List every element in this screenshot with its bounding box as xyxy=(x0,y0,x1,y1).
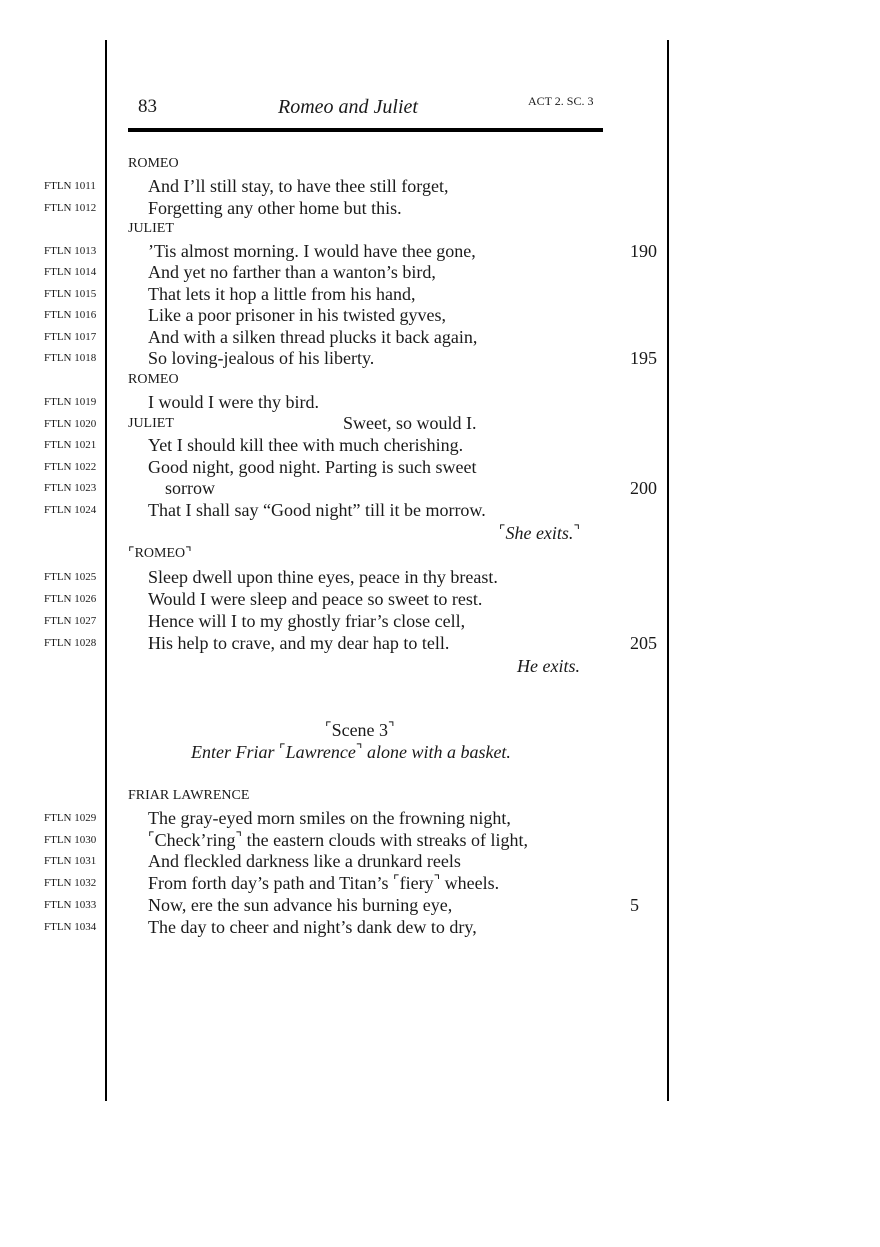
verse-line: And I’ll still stay, to have thee still forget, xyxy=(148,176,449,196)
ftln-label: FTLN 1022 xyxy=(44,461,97,473)
bracket-close: ⌝ xyxy=(388,721,395,736)
stage-direction-text: She exits. xyxy=(505,523,574,543)
verse-line: ’Tis almost morning. I would have thee gone, xyxy=(148,241,476,261)
verse-line: That lets it hop a little from his hand, xyxy=(148,284,416,304)
ftln-label: FTLN 1014 xyxy=(44,266,97,278)
verse-line: So loving-jealous of his liberty. xyxy=(148,348,375,368)
ftln-label: FTLN 1029 xyxy=(44,812,97,824)
verse-line: The day to cheer and night’s dank dew to dry, xyxy=(148,917,477,937)
ftln-label: FTLN 1026 xyxy=(44,593,97,605)
ftln-label: FTLN 1016 xyxy=(44,309,97,321)
verse-text: the eastern clouds with streaks of light, xyxy=(242,830,529,850)
verse-line: That I shall say “Good night” till it be morrow. xyxy=(148,500,486,520)
verse-line: Sleep dwell upon thine eyes, peace in thy breast. xyxy=(148,567,498,587)
verse-line: Now, ere the sun advance his burning eye, xyxy=(148,895,453,915)
ftln-label: FTLN 1027 xyxy=(44,615,97,627)
ftln-label: FTLN 1028 xyxy=(44,637,97,649)
line-number: 5 xyxy=(630,895,639,915)
speaker-name: ROMEO xyxy=(134,546,186,561)
speaker-juliet: JULIET xyxy=(128,221,174,236)
act-scene-label: ACT 2. SC. 3 xyxy=(528,94,594,108)
bracket-open: ⌜ xyxy=(128,546,135,561)
ftln-label: FTLN 1032 xyxy=(44,877,97,889)
header-rule xyxy=(128,128,603,132)
left-margin-rule xyxy=(105,40,107,1101)
entry-name: Lawrence xyxy=(285,742,356,762)
ftln-label: FTLN 1025 xyxy=(44,571,97,583)
bracket-close: ⌝ xyxy=(355,743,363,758)
verse-line: And yet no farther than a wanton’s bird, xyxy=(148,262,436,282)
ftln-label: FTLN 1031 xyxy=(44,855,97,867)
line-number: 200 xyxy=(630,478,657,498)
ftln-label: FTLN 1015 xyxy=(44,288,97,300)
entry-text: Enter Friar xyxy=(191,742,279,762)
line-number: 205 xyxy=(630,633,657,653)
ftln-label: FTLN 1033 xyxy=(44,899,97,911)
entry-stage-direction xyxy=(191,741,511,766)
verse-text: From forth day’s path and Titan’s xyxy=(148,873,394,893)
speaker-romeo: ROMEO xyxy=(128,372,179,387)
verse-line: The gray-eyed morn smiles on the frowning night, xyxy=(148,808,511,828)
bracket-close: ⌝ xyxy=(433,874,441,889)
bracket-open: ⌜ xyxy=(498,524,506,539)
play-title: Romeo and Juliet xyxy=(278,96,418,118)
stage-direction-she-exits xyxy=(499,522,580,547)
ftln-label: FTLN 1024 xyxy=(44,504,97,516)
verse-line: I would I were thy bird. xyxy=(148,392,319,412)
ftln-label: FTLN 1021 xyxy=(44,439,97,451)
ftln-label: FTLN 1023 xyxy=(44,482,97,494)
verse-line: Hence will I to my ghostly friar’s close cell, xyxy=(148,611,466,631)
verse-line: Would I were sleep and peace so sweet to rest. xyxy=(148,589,483,609)
bracket-close: ⌝ xyxy=(185,546,192,561)
speaker-romeo: ROMEO xyxy=(128,156,179,171)
entry-text: alone with a basket. xyxy=(362,742,511,762)
speaker-juliet: JULIET xyxy=(128,416,174,431)
verse-text: wheels. xyxy=(440,873,500,893)
verse-line: Yet I should kill thee with much cherishing. xyxy=(148,435,464,455)
scene-heading-text: Scene 3 xyxy=(331,720,389,740)
verse-line: Forgetting any other home but this. xyxy=(148,198,402,218)
stage-direction-he-exits: He exits. xyxy=(517,656,580,676)
verse-line: Good night, good night. Parting is such sweet xyxy=(148,457,477,477)
line-number: 195 xyxy=(630,348,657,368)
page-number: 83 xyxy=(138,96,157,117)
ftln-label: FTLN 1019 xyxy=(44,396,97,408)
verse-line: And fleckled darkness like a drunkard reels xyxy=(148,851,461,871)
bracket-close: ⌝ xyxy=(573,524,580,539)
verse-line: Sweet, so would I. xyxy=(343,413,477,433)
ftln-label: FTLN 1011 xyxy=(44,180,96,192)
speaker-romeo-bracketed xyxy=(128,546,192,562)
verse-line: sorrow xyxy=(165,478,215,498)
ftln-label: FTLN 1020 xyxy=(44,418,97,430)
bracket-open: ⌜ xyxy=(393,874,400,889)
speaker-friar-lawrence: FRIAR LAWRENCE xyxy=(128,788,250,803)
verse-line: Like a poor prisoner in his twisted gyves, xyxy=(148,305,446,325)
ftln-label: FTLN 1034 xyxy=(44,921,97,933)
verse-line: And with a silken thread plucks it back again, xyxy=(148,327,478,347)
bracket-open: ⌜ xyxy=(325,721,332,736)
ftln-label: FTLN 1017 xyxy=(44,331,97,343)
right-margin-rule xyxy=(667,40,669,1101)
bracket-open: ⌜ xyxy=(279,743,286,758)
ftln-label: FTLN 1030 xyxy=(44,834,97,846)
verse-emended-word: Check’ring xyxy=(154,830,236,850)
ftln-label: FTLN 1013 xyxy=(44,245,97,257)
bracket-close: ⌝ xyxy=(235,831,243,846)
verse-emended-word: fiery xyxy=(399,873,434,893)
ftln-label: FTLN 1018 xyxy=(44,352,97,364)
bracket-open: ⌜ xyxy=(148,831,155,846)
ftln-label: FTLN 1012 xyxy=(44,202,97,214)
line-number: 190 xyxy=(630,241,657,261)
verse-line: His help to crave, and my dear hap to tell. xyxy=(148,633,450,653)
